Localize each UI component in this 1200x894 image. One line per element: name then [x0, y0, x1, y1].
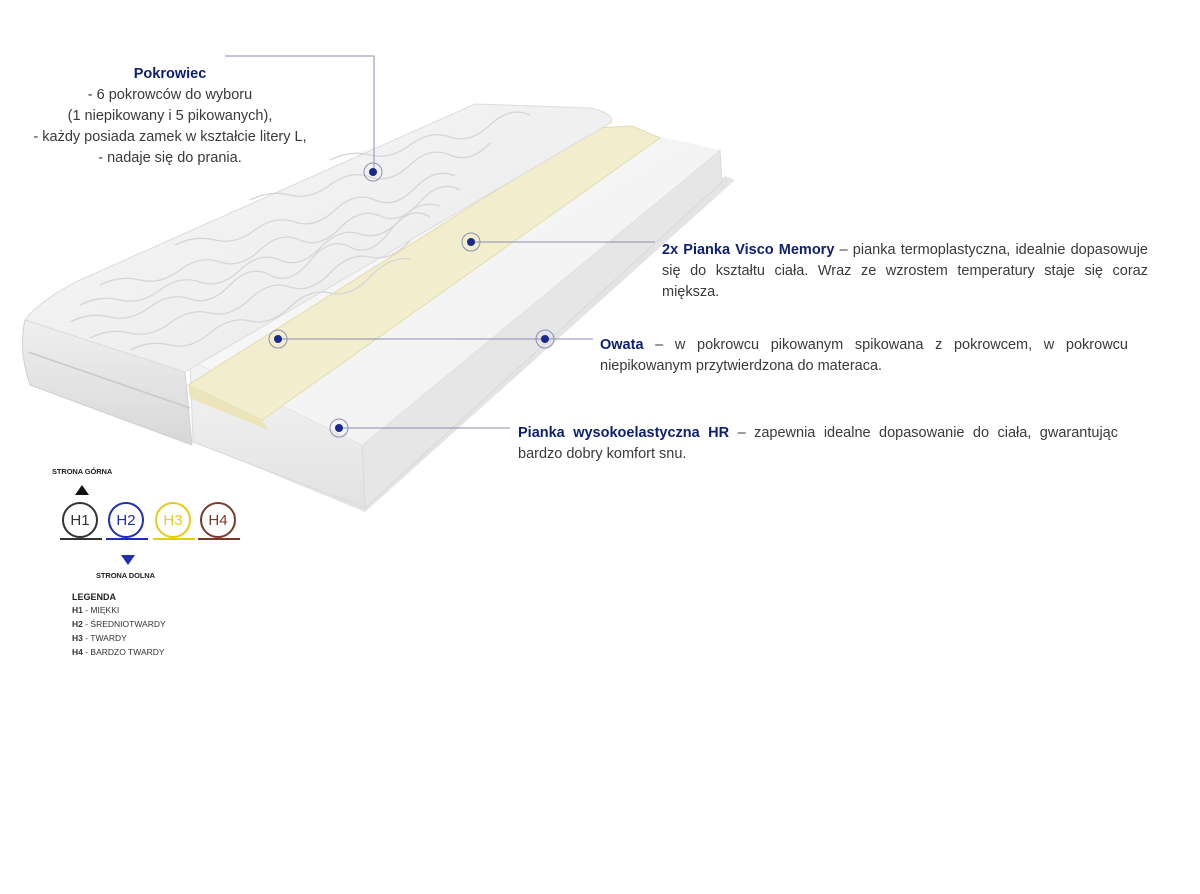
up-arrow-icon	[74, 484, 90, 496]
hr-text: – zapewnia idealne dopasowanie do ciała, gwarantując bardzo dobry komfort snu.	[518, 425, 1118, 462]
pokrowiec-line-3: - każdy posiada zamek w kształcie litery L,	[33, 129, 307, 145]
owata-title: Owata	[600, 337, 644, 353]
hr-callout	[518, 423, 1118, 465]
h3-underline	[153, 538, 195, 540]
firmness-legend	[40, 462, 270, 662]
h2-underline	[106, 538, 148, 540]
owata-callout	[600, 335, 1128, 377]
visco-callout	[662, 240, 1148, 303]
pokrowiec-line-1: - 6 pokrowców do wyboru	[87, 87, 253, 103]
firmness-h1: H1	[62, 502, 98, 538]
h1-underline	[60, 538, 102, 540]
pokrowiec-line-4: - nadaje się do prania.	[98, 150, 242, 166]
visco-text: – pianka termoplastyczna, idealnie dopasowuje się do kształtu ciała. Wraz ze wzrostem temperatury staje się coraz miększa.	[662, 242, 1148, 300]
h4-underline	[198, 538, 240, 540]
bottom-side-label: STRONA DOLNA	[96, 571, 155, 580]
legend-row-h3: H3 - TWARDY	[72, 633, 127, 643]
legend-row-h1: H1 - MIĘKKI	[72, 605, 120, 615]
down-arrow-icon	[120, 554, 136, 566]
pokrowiec-callout	[20, 64, 320, 169]
pokrowiec-line-2: (1 niepikowany i 5 pikowanych),	[67, 108, 273, 124]
legend-row-h2: H2 - ŚREDNIOTWARDY	[72, 619, 166, 629]
hr-title: Pianka wysokoelastyczna HR	[518, 425, 730, 441]
pokrowiec-title: Pokrowiec	[133, 66, 207, 82]
top-side-label: STRONA GÓRNA	[52, 467, 113, 476]
owata-text: – w pokrowcu pikowanym spikowana z pokrowcem, w pokrowcu niepikowanym przytwierdzona do materaca.	[600, 337, 1128, 374]
legend-row-h4: H4 - BARDZO TWARDY	[72, 647, 165, 657]
firmness-h2: H2	[108, 502, 144, 538]
legend-title: LEGENDA	[72, 592, 117, 602]
firmness-h3: H3	[155, 502, 191, 538]
firmness-h4: H4	[200, 502, 236, 538]
visco-title: 2x Pianka Visco Memory	[662, 242, 835, 258]
